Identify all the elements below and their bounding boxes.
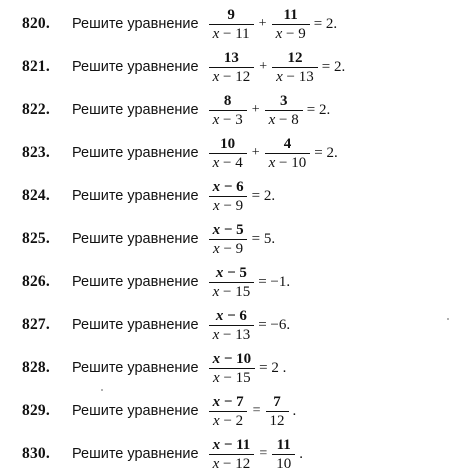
task-text: Решите уравнение [72, 403, 199, 419]
numerator: x − 10 [212, 350, 252, 367]
right-hand-side: = 2. [251, 187, 276, 204]
denominator: x − 12 [209, 454, 255, 472]
numerator: 4 [283, 135, 292, 152]
problem-item [22, 90, 330, 130]
numerator: x − 6 [212, 178, 244, 195]
task-text: Решите уравнение [72, 59, 199, 75]
numerator: 11 [276, 436, 291, 453]
problem-item [22, 4, 337, 44]
rhs-fraction [272, 437, 295, 472]
fraction [265, 136, 311, 171]
equation [207, 7, 338, 42]
numerator: 11 [283, 6, 298, 23]
fraction [272, 50, 318, 85]
denominator: x − 12 [209, 67, 255, 85]
task-text: Решите уравнение [72, 446, 199, 462]
denominator: x − 2 [209, 411, 247, 429]
fraction [209, 50, 255, 85]
equals-sign: = [252, 403, 261, 418]
problem-number: 822. [22, 101, 50, 118]
denominator: x − 13 [272, 67, 318, 85]
equation [207, 394, 297, 429]
fraction [209, 265, 255, 300]
right-hand-side: = 2. [306, 101, 331, 118]
task-text: Решите уравнение [72, 360, 199, 376]
equals-sign: = [259, 446, 268, 461]
denominator: 10 [272, 454, 295, 472]
fraction [209, 93, 247, 128]
problem-item [22, 219, 275, 259]
denominator: x − 8 [265, 110, 303, 128]
task-text: Решите уравнение [72, 188, 199, 204]
scan-speck [101, 389, 103, 391]
denominator: x − 4 [209, 153, 247, 171]
problem-item [22, 305, 290, 345]
problem-number: 826. [22, 273, 50, 290]
right-hand-side: = 2. [314, 144, 338, 161]
rhs-fraction [266, 394, 289, 429]
task-text: Решите уравнение [72, 145, 199, 161]
right-hand-side: = 2 . [259, 359, 287, 376]
numerator: x − 6 [215, 307, 247, 324]
numerator: 10 [220, 135, 236, 152]
fraction [209, 7, 254, 42]
problem-number: 823. [22, 144, 50, 161]
problem-item [22, 133, 338, 173]
numerator: 8 [223, 92, 232, 109]
numerator: 12 [287, 49, 303, 66]
denominator: x − 15 [209, 282, 255, 300]
problem-number: 829. [22, 402, 50, 419]
problem-item [22, 348, 286, 388]
denominator: x − 3 [209, 110, 247, 128]
fraction [209, 222, 248, 257]
denominator: x − 11 [209, 24, 254, 42]
fraction [209, 179, 248, 214]
numerator: x − 5 [212, 221, 244, 238]
problem-number: 830. [22, 445, 50, 462]
problem-number: 824. [22, 187, 50, 204]
denominator: x − 13 [209, 325, 255, 343]
fraction [209, 308, 255, 343]
fraction [272, 7, 310, 42]
plus-sign: + [251, 102, 260, 117]
problem-number: 828. [22, 359, 50, 376]
denominator: x − 15 [209, 368, 255, 386]
numerator: x − 11 [212, 436, 251, 453]
right-hand-side: = 2. [321, 58, 346, 75]
right-hand-side: = 5. [251, 230, 276, 247]
problem-number: 820. [22, 15, 50, 32]
right-hand-side: = 2. [313, 15, 338, 32]
denominator: 12 [266, 411, 289, 429]
numerator: 3 [279, 92, 288, 109]
numerator: 9 [227, 6, 235, 23]
right-hand-side: . [292, 402, 297, 419]
plus-sign: + [259, 59, 268, 74]
task-text: Решите уравнение [72, 102, 199, 118]
numerator: 13 [223, 49, 239, 66]
equation [207, 437, 303, 472]
equation [207, 308, 291, 343]
fraction [209, 351, 256, 386]
problem-item [22, 262, 290, 302]
fraction [265, 93, 303, 128]
denominator: x − 10 [265, 153, 311, 171]
problem-number: 825. [22, 230, 50, 247]
plus-sign: + [258, 16, 267, 31]
equation [207, 93, 331, 128]
equation [207, 179, 276, 214]
problem-number: 827. [22, 316, 50, 333]
equation [207, 222, 276, 257]
task-text: Решите уравнение [72, 16, 199, 32]
fraction [209, 437, 255, 472]
equation [207, 50, 346, 85]
numerator: x − 7 [212, 393, 244, 410]
denominator: x − 9 [209, 239, 247, 257]
fraction [209, 136, 247, 171]
right-hand-side: = −6. [258, 316, 291, 333]
scan-speck [447, 318, 449, 320]
numerator: 7 [273, 393, 281, 410]
fraction [209, 394, 248, 429]
task-text: Решите уравнение [72, 274, 199, 290]
right-hand-side: = −1. [258, 273, 291, 290]
numerator: x − 5 [215, 264, 247, 281]
problem-item [22, 391, 296, 431]
problem-item [22, 434, 303, 474]
right-hand-side: . [299, 445, 303, 462]
equation [207, 351, 287, 386]
task-text: Решите уравнение [72, 317, 199, 333]
denominator: x − 9 [272, 24, 310, 42]
task-text: Решите уравнение [72, 231, 199, 247]
problem-item [22, 47, 345, 87]
plus-sign: + [251, 145, 260, 160]
equation [207, 265, 291, 300]
equation [207, 136, 338, 171]
denominator: x − 9 [209, 196, 247, 214]
problem-number: 821. [22, 58, 50, 75]
problem-item [22, 176, 275, 216]
